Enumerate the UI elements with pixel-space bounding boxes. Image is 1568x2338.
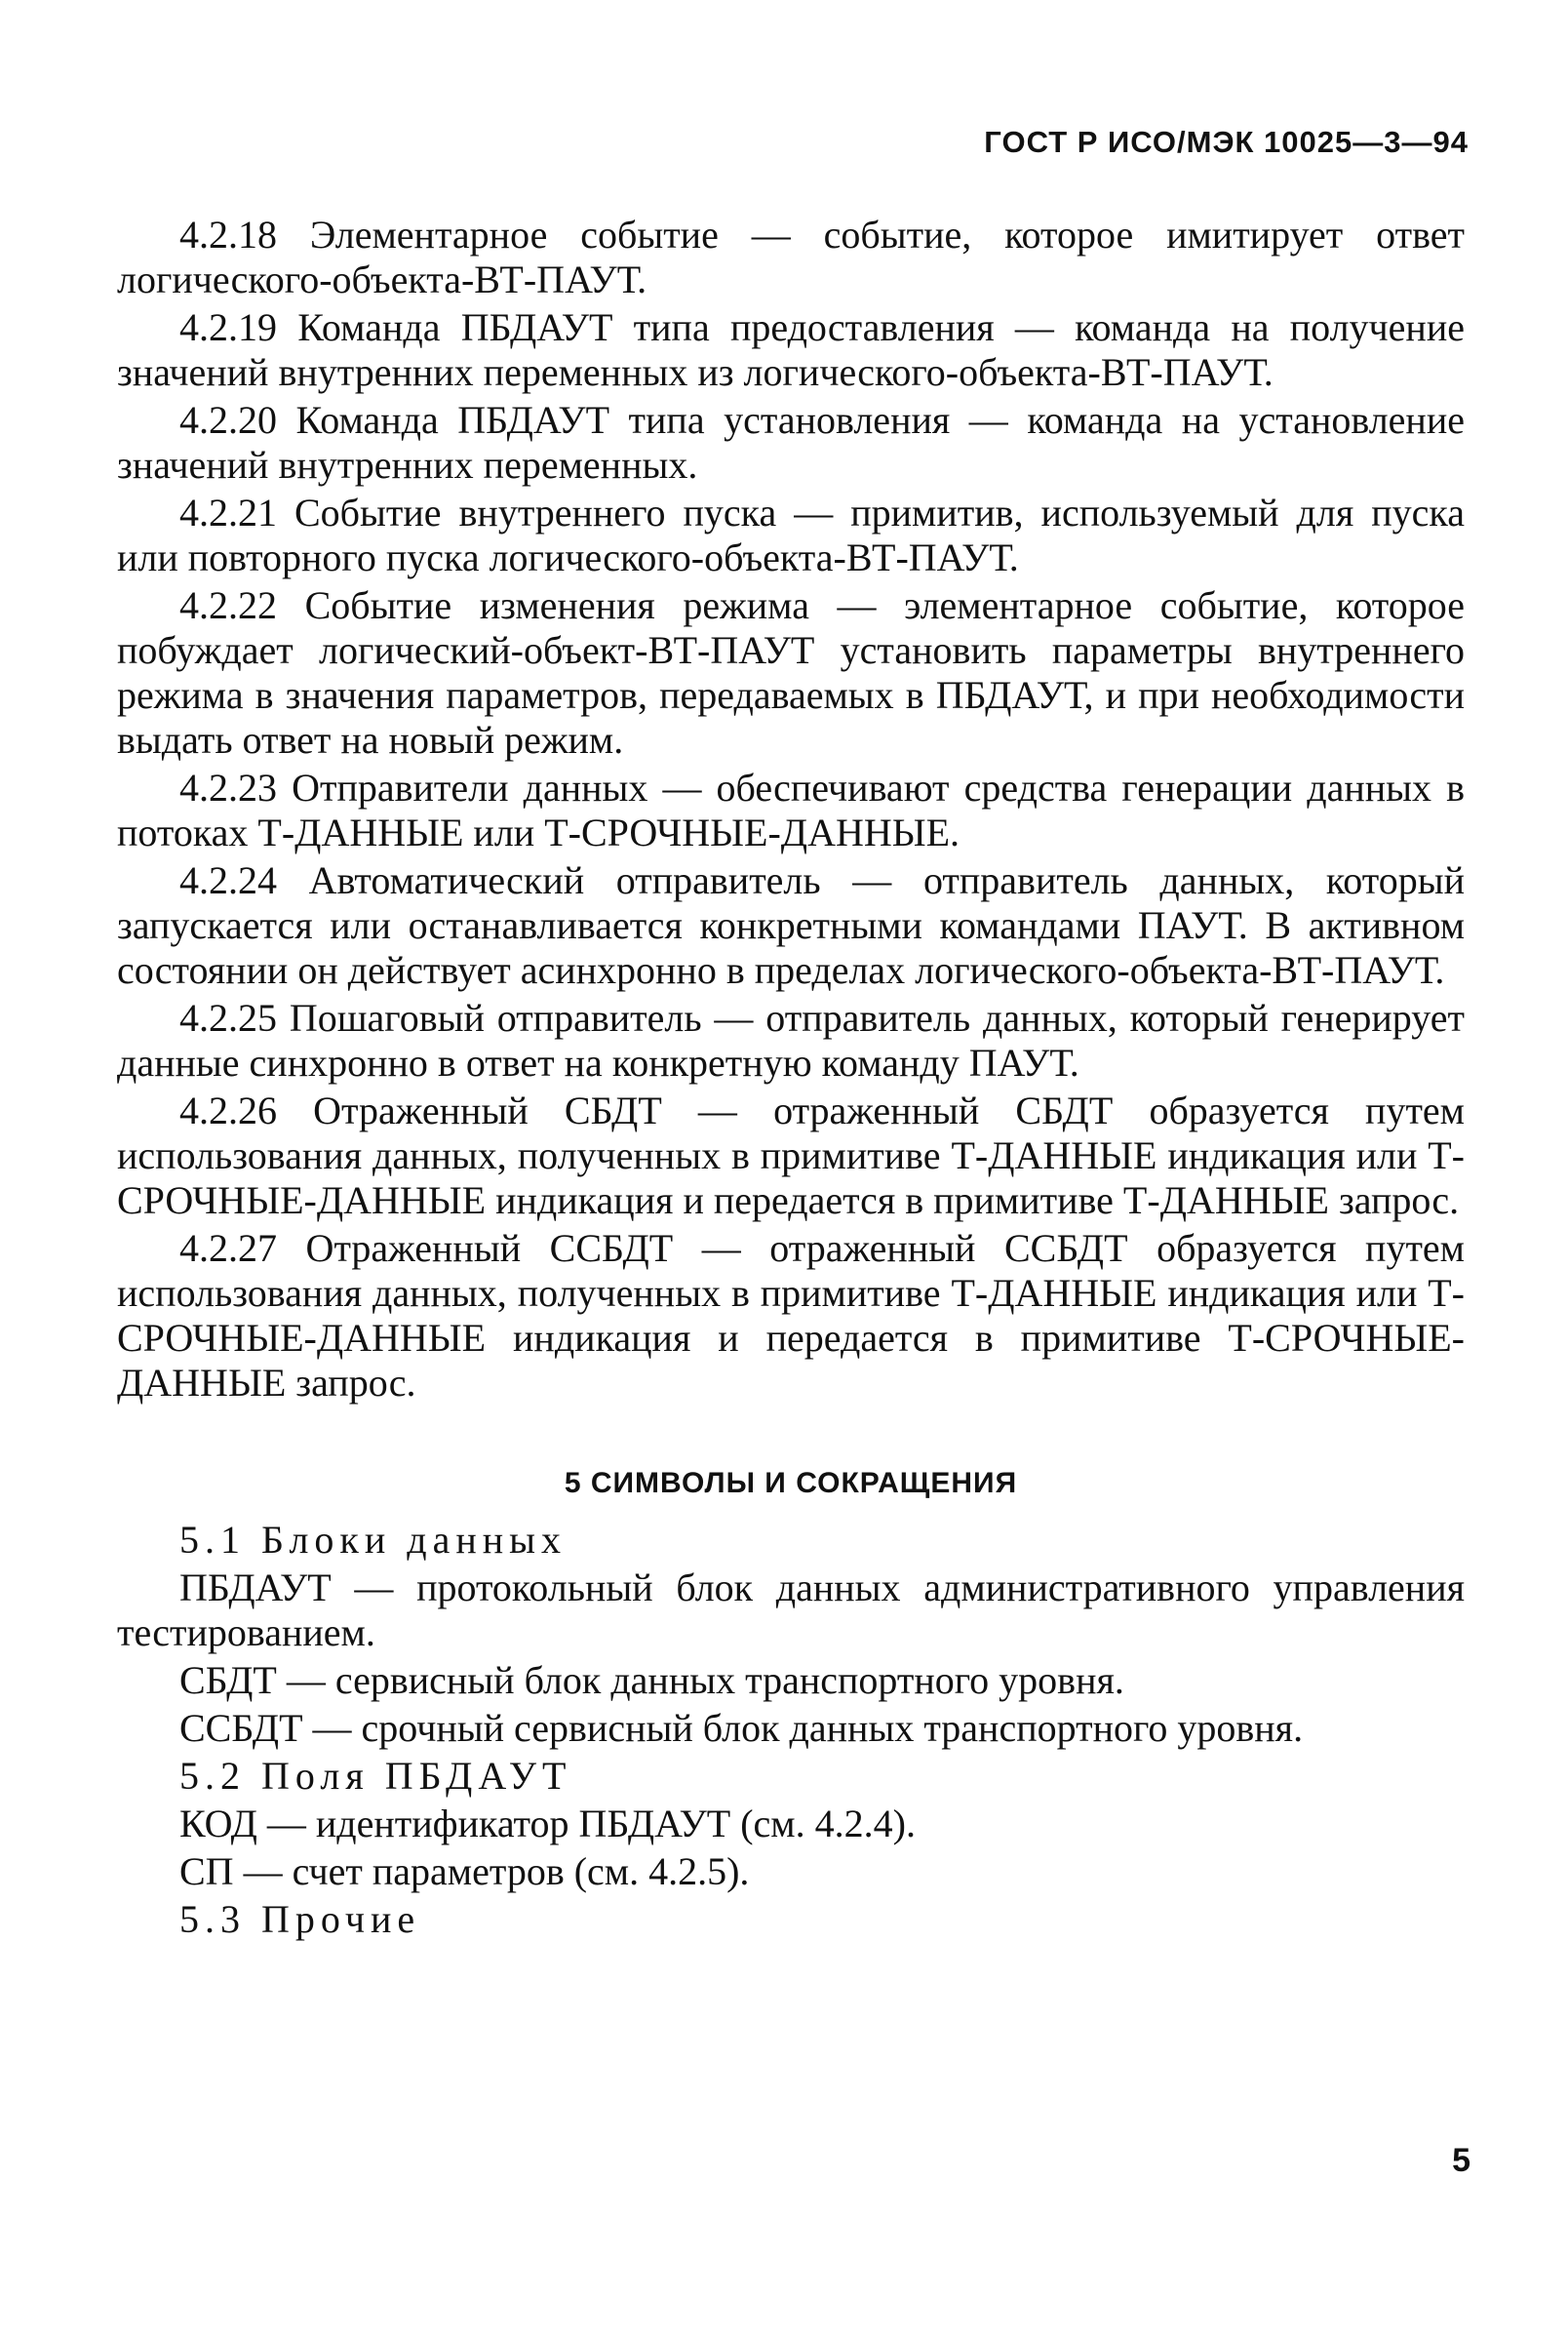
definition-4-2-26: 4.2.26 Отраженный СБДТ — отраженный СБДТ образуется путем использования данных, полученных в примитиве Т-ДАННЫЕ индикация или Т-СРОЧНЫЕ-ДАННЫЕ индикация и передается в примитиве Т-ДАННЫЕ запрос.: [117, 1089, 1465, 1222]
subsection-5-3-title: 5.3 Прочие: [179, 1897, 421, 1941]
subsection-5-2-title: 5.2 Поля ПБДАУТ: [179, 1754, 572, 1798]
definition-4-2-19: 4.2.19 Команда ПБДАУТ типа предоставления — команда на получение значений внутренних переменных из логического-объекта-ВТ-ПАУТ.: [117, 305, 1465, 394]
definition-4-2-25: 4.2.25 Пошаговый отправитель — отправитель данных, который генерирует данные синхронно в ответ на конкретную команду ПАУТ.: [117, 996, 1465, 1085]
field-sp: СП — счет параметров (см. 4.2.5).: [179, 1849, 750, 1893]
subsection-5-1-title: 5.1 Блоки данных: [179, 1518, 568, 1562]
abbreviation-sbdt: СБДТ — сервисный блок данных транспортного уровня.: [179, 1658, 1124, 1702]
abbreviation-pbdaut: ПБДАУТ — протокольный блок данных административного управления тестированием.: [117, 1565, 1465, 1654]
definition-4-2-23: 4.2.23 Отправители данных — обеспечивают средства генерации данных в потоках Т-ДАННЫЕ или Т-СРОЧНЫЕ-ДАННЫЕ.: [117, 766, 1465, 854]
field-kod: КОД — идентификатор ПБДАУТ (см. 4.2.4).: [179, 1802, 916, 1845]
document-header: ГОСТ Р ИСО/МЭК 10025—3—94: [984, 125, 1469, 159]
section-title: 5 СИМВОЛЫ И СОКРАЩЕНИЯ: [564, 1467, 1018, 1499]
page-body: [117, 213, 1465, 1945]
definition-4-2-22: 4.2.22 Событие изменения режима — элементарное событие, которое побуждает логический-объект-ВТ-ПАУТ установить параметры внутреннего режима в значения параметров, передаваемых в ПБДАУТ, и при необходимости выдать ответ на новый режим.: [117, 583, 1465, 762]
definition-4-2-18: 4.2.18 Элементарное событие — событие, которое имитирует ответ логического-объекта-ВТ-ПАУТ.: [117, 213, 1465, 301]
abbreviation-ssbdt: ССБДТ — срочный сервисный блок данных транспортного уровня.: [179, 1706, 1304, 1750]
definition-4-2-27: 4.2.27 Отраженный ССБДТ — отраженный ССБДТ образуется путем использования данных, полученных в примитиве Т-ДАННЫЕ индикация или Т-СРОЧНЫЕ-ДАННЫЕ индикация и передается в примитиве Т-СРОЧНЫЕ-ДАННЫЕ запрос.: [117, 1226, 1465, 1405]
page-number: 5: [1452, 2142, 1470, 2179]
definition-4-2-24: 4.2.24 Автоматический отправитель — отправитель данных, который запускается или останавливается конкретными командами ПАУТ. В активном состоянии он действует асинхронно в пределах логического-объекта-ВТ-ПАУТ.: [117, 858, 1465, 992]
definition-4-2-20: 4.2.20 Команда ПБДАУТ типа установления — команда на установление значений внутренних переменных.: [117, 398, 1465, 487]
definition-4-2-21: 4.2.21 Событие внутреннего пуска — примитив, используемый для пуска или повторного пуска логического-объекта-ВТ-ПАУТ.: [117, 491, 1465, 579]
